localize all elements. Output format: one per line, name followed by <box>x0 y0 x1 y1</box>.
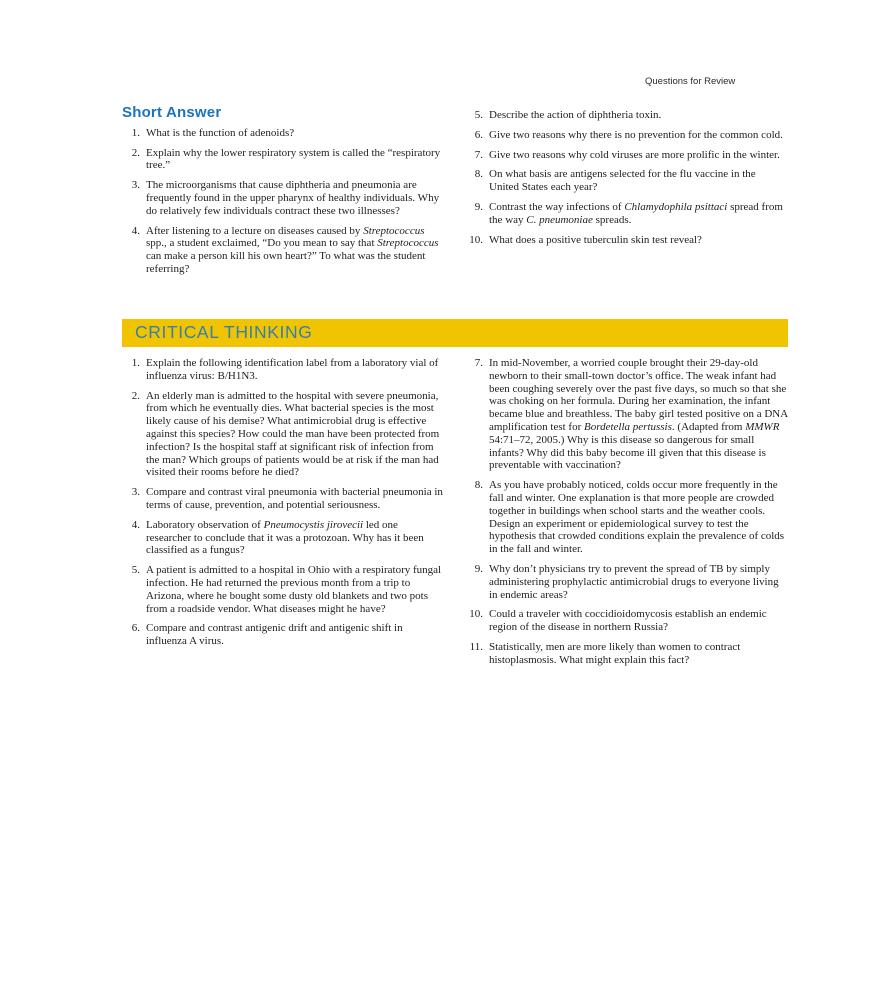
question-number: 1. <box>131 126 140 139</box>
question-text: Compare and contrast viral pneumonia with bacterial pneumonia in terms of cause, prevention, and potential seriousness. <box>146 486 443 511</box>
question-text: Why don’t physicians try to prevent the spread of TB by simply administering prophylactic antimicrobial drugs to everyone living in endemic areas? <box>489 562 779 601</box>
question-item <box>465 201 788 227</box>
question-number: 4. <box>131 224 140 237</box>
question-text: Explain why the lower respiratory system is called the “respiratory tree.” <box>146 146 441 172</box>
question-number: 8. <box>474 168 483 181</box>
short-answer-question-list-left <box>122 127 445 276</box>
question-number: 10. <box>469 233 483 246</box>
question-item <box>122 147 445 173</box>
question-text: After listening to a lecture on diseases caused by Streptococcus spp., a student exclaimed, “Do you mean to say that Streptococcus can make a person kill his own heart?” To what was the student referring? <box>146 224 439 275</box>
question-number: 11. <box>469 640 483 653</box>
question-item <box>122 357 445 383</box>
question-number: 7. <box>474 357 483 369</box>
question-text: Laboratory observation of Pneumocystis jirovecii led one researcher to conclude that it was a protozoan. Why has it been classified as a fungus? <box>146 518 424 557</box>
question-item <box>122 622 445 648</box>
question-item <box>465 641 788 667</box>
critical-thinking-banner <box>122 319 788 347</box>
question-item <box>465 234 788 247</box>
question-item <box>465 149 788 162</box>
question-number: 3. <box>131 179 140 192</box>
question-number: 4. <box>131 518 140 531</box>
question-item <box>465 563 788 601</box>
short-answer-question-list-right <box>465 109 788 246</box>
critical-thinking-left-column <box>122 357 445 674</box>
question-number: 7. <box>474 148 483 161</box>
question-item <box>465 357 788 472</box>
question-item <box>122 564 445 615</box>
question-text: Give two reasons why there is no prevention for the common cold. <box>489 128 783 141</box>
question-number: 3. <box>131 486 140 499</box>
question-number: 1. <box>131 357 140 369</box>
question-item <box>122 486 445 512</box>
question-number: 8. <box>474 479 483 492</box>
question-item <box>122 225 445 276</box>
question-text: What does a positive tuberculin skin test reveal? <box>489 233 702 246</box>
question-text: What is the function of adenoids? <box>146 126 295 139</box>
question-item <box>122 179 445 217</box>
question-number: 2. <box>131 146 140 159</box>
question-text: An elderly man is admitted to the hospital with severe pneumonia, from which he eventually dies. What bacterial species is the most likely cause of his demise? What antimicrobial drug is effective against this species? How could the man have been protected from infection? Is the hospital staff at significant risk of infection from the man? Which groups of patients would be at risk if the man had visited their rooms before he died? <box>146 389 440 479</box>
question-text: The microorganisms that cause diphtheria and pneumonia are frequently found in the upper pharynx of healthy individuals. Why do relatively few individuals contract these two illnesses? <box>146 179 440 217</box>
question-item <box>122 390 445 480</box>
short-answer-heading: Short Answer <box>122 104 222 121</box>
question-item <box>465 129 788 142</box>
question-text: Explain the following identification label from a laboratory vial of influenza virus: B/H1N3. <box>146 357 439 382</box>
question-text: Statistically, men are more likely than women to contract histoplasmosis. What might explain this fact? <box>489 640 741 666</box>
question-text: On what basis are antigens selected for the flu vaccine in the United States each year? <box>489 168 756 194</box>
question-text: Contrast the way infections of Chlamydophila psittaci spread from the way C. pneumoniae spreads. <box>489 200 783 226</box>
critical-thinking-section <box>122 357 788 674</box>
question-number: 5. <box>131 564 140 577</box>
question-item <box>465 168 788 194</box>
question-text: A patient is admitted to a hospital in Ohio with a respiratory fungal infection. He had returned the previous month from a trip to Arizona, where he bought some dusty old blankets and two pots from a roadside vendor. What diseases might he have? <box>146 564 442 615</box>
question-number: 2. <box>131 389 140 402</box>
question-number: 10. <box>469 608 483 621</box>
question-text: Give two reasons why cold viruses are more prolific in the winter. <box>489 148 780 161</box>
question-item <box>122 127 445 140</box>
question-number: 9. <box>474 200 483 213</box>
question-item <box>465 608 788 634</box>
running-head: Questions for Review <box>645 76 736 87</box>
question-number: 5. <box>474 109 483 121</box>
critical-thinking-question-list-left <box>122 357 445 648</box>
question-text: Could a traveler with coccidioidomycosis establish an endemic region of the disease in northern Russia? <box>489 608 767 634</box>
question-item <box>122 519 445 557</box>
critical-thinking-heading: CRITICAL THINKING <box>135 322 313 343</box>
question-text: In mid-November, a worried couple brought their 29-day-old newborn to their small-town doctor’s office. The weak infant had been coughing severely over the past five days, so much so that she was choking on her formula. During her examination, the infant became blue and breathless. The baby girl tested positive on a DNA amplification test for Bordetella pertussis. (Adapted from MMWR 54:71–72, 2005.) Why is this disease so dangerous for small infants? Why did this baby become ill given that this disease is preventable with vaccination? <box>489 357 788 472</box>
question-item <box>465 479 788 556</box>
critical-thinking-question-list-right <box>465 357 788 667</box>
critical-thinking-right-column <box>465 357 788 674</box>
question-text: As you have probably noticed, colds occur more frequently in the fall and winter. One explanation is that more people are crowded together in buildings when school starts and the weather cools. Design an experiment or epidemiological survey to test the hypothesis that crowded conditions explain the prevalence of colds in the fall and winter. <box>489 479 785 556</box>
question-number: 9. <box>474 562 483 575</box>
question-text: Compare and contrast antigenic drift and antigenic shift in influenza A virus. <box>146 622 403 648</box>
short-answer-section <box>122 104 788 283</box>
question-number: 6. <box>131 622 140 635</box>
question-item <box>465 109 788 122</box>
short-answer-left-column <box>122 104 445 283</box>
short-answer-right-column <box>465 107 788 283</box>
question-text: Describe the action of diphtheria toxin. <box>489 109 662 121</box>
question-number: 6. <box>474 128 483 141</box>
